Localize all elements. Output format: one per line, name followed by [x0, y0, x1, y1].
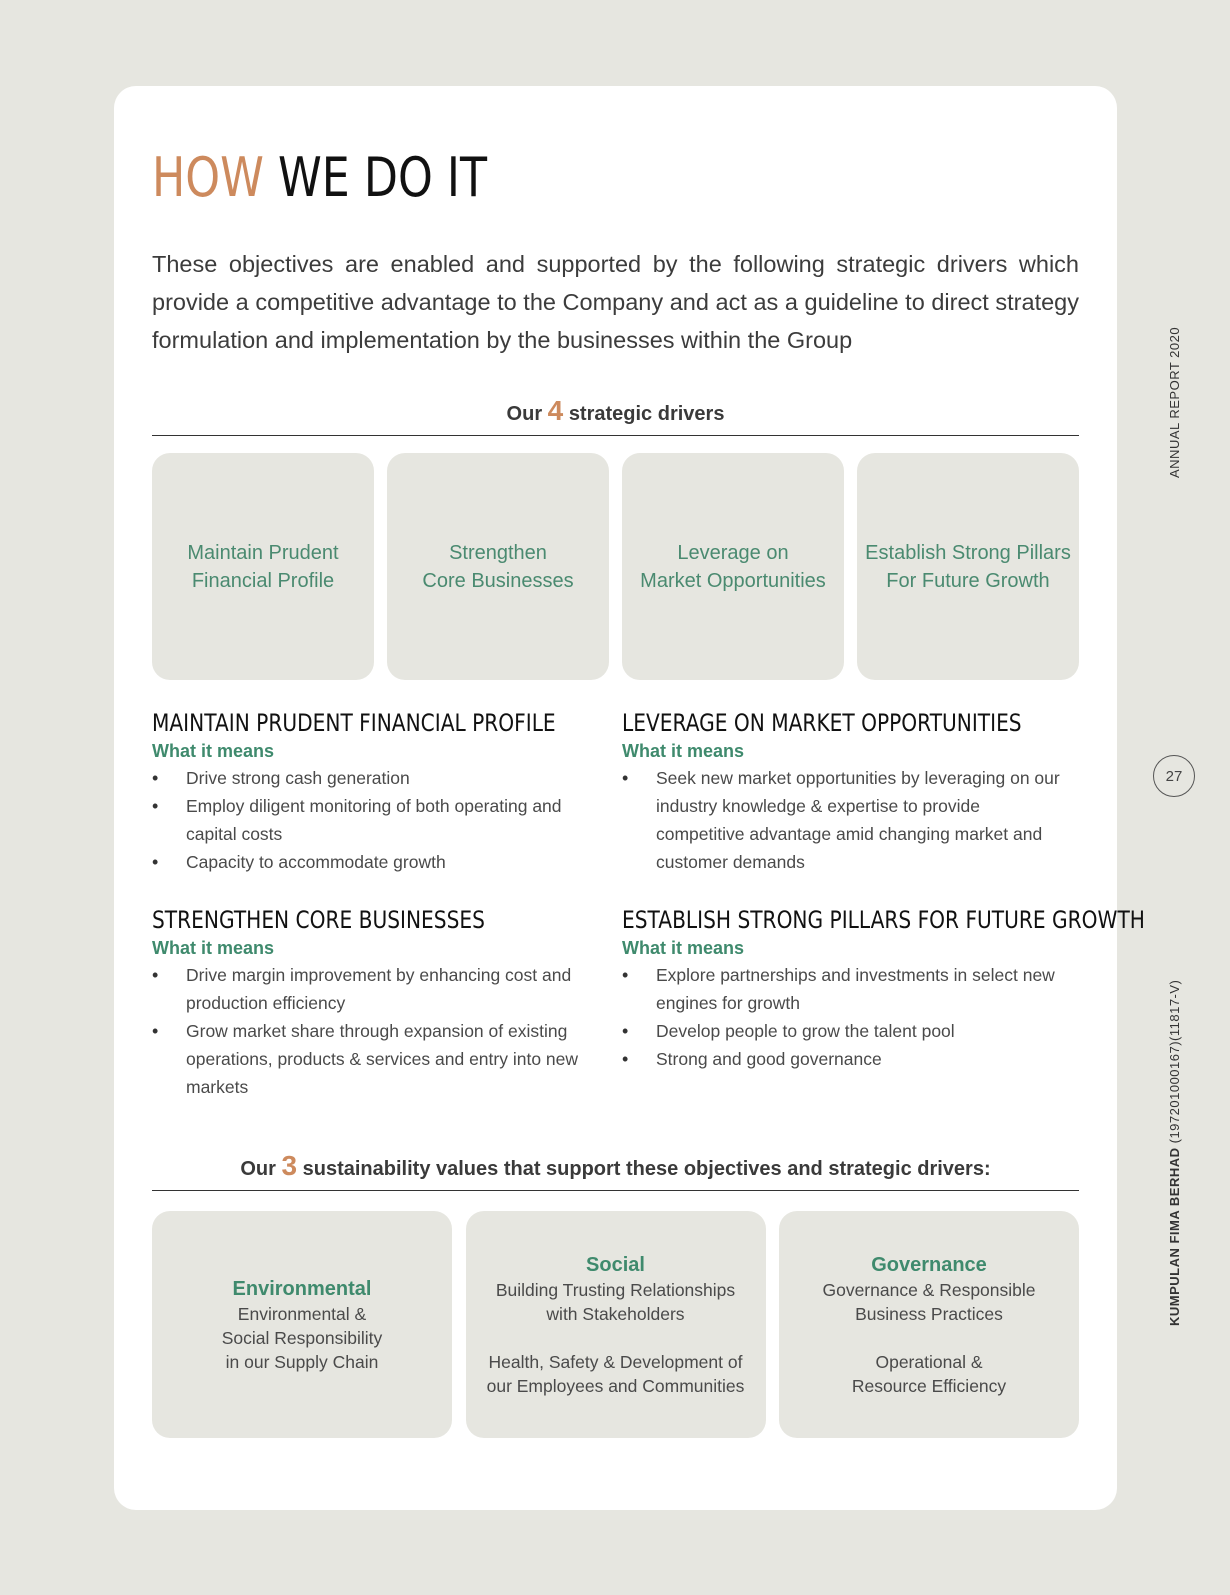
value-line: Environmental & Social Responsibility in our Supply Chain	[221, 1303, 383, 1372]
company-name-bold: KUMPULAN FIMA BERHAD	[1167, 1147, 1182, 1326]
page-number: 27	[1153, 755, 1195, 797]
value-card-governance	[779, 1211, 1079, 1438]
page-title	[152, 146, 487, 209]
value-line: Operational & Resource Efficiency	[851, 1351, 1007, 1396]
detail-means-label: What it means	[152, 741, 275, 761]
values-row	[152, 1211, 1079, 1438]
drivers-heading-number: 4	[547, 395, 564, 426]
detail-title: MAINTAIN PRUDENT FINANCIAL PROFILE	[152, 709, 556, 737]
detail-bullets	[152, 961, 602, 1101]
driver-card-core	[387, 453, 609, 680]
value-card-social	[466, 1211, 766, 1438]
side-annual-report: ANNUAL REPORT 2020	[1167, 326, 1182, 478]
detail-means-label: What it means	[622, 741, 745, 761]
detail-bullets	[622, 764, 1072, 876]
driver-label: Maintain Prudent Financial Profile	[187, 541, 339, 592]
detail-title: STRENGTHEN CORE BUSINESSES	[152, 906, 485, 934]
detail-bullets	[622, 961, 1072, 1073]
bullet-item: • Grow market share through expansion of existing operations, products & services and entry into new markets	[152, 1017, 602, 1101]
values-heading-suffix: sustainability values that support these objectives and strategic drivers:	[302, 1158, 991, 1180]
title-accent: HOW	[152, 146, 264, 209]
company-registration: (197201000167)(11817-V)	[1167, 979, 1182, 1148]
drivers-heading	[152, 395, 1079, 436]
value-name: Social	[586, 1253, 645, 1276]
value-line: Governance & Responsible Business Practices	[822, 1279, 1036, 1324]
detail-bullets	[152, 764, 602, 876]
bullet-item: • Employ diligent monitoring of both operating and capital costs	[152, 792, 602, 848]
bullet-item: • Drive strong cash generation	[152, 764, 602, 792]
driver-label: Establish Strong Pillars For Future Growth	[865, 541, 1071, 592]
bullet-item: • Explore partnerships and investments in select new engines for growth	[622, 961, 1072, 1017]
bullet-item: • Develop people to grow the talent pool	[622, 1017, 1072, 1045]
detail-title: LEVERAGE ON MARKET OPPORTUNITIES	[622, 709, 1022, 737]
value-card-environmental	[152, 1211, 452, 1438]
title-rest: WE DO IT	[278, 146, 487, 209]
bullet-item: • Seek new market opportunities by leveraging on our industry knowledge & expertise to provide competitive advantage amid changing market and customer demands	[622, 764, 1072, 876]
side-company-name	[1167, 980, 1182, 1326]
values-heading-prefix: Our	[240, 1158, 276, 1180]
values-heading-number: 3	[281, 1150, 298, 1181]
driver-card-pillars	[857, 453, 1079, 680]
driver-label: Strengthen Core Businesses	[422, 541, 574, 592]
value-line: Health, Safety & Development of our Employees and Communities	[486, 1351, 745, 1396]
detail-market	[622, 709, 1072, 876]
values-heading	[152, 1150, 1079, 1191]
drivers-heading-prefix: Our	[506, 403, 543, 425]
detail-core	[152, 906, 602, 1101]
page-card	[114, 86, 1145, 1510]
driver-card-financial	[152, 453, 374, 680]
detail-means-label: What it means	[152, 938, 275, 958]
value-line: Building Trusting Relationships with Stakeholders	[495, 1279, 736, 1324]
detail-title: ESTABLISH STRONG PILLARS FOR FUTURE GROWTH	[622, 906, 1145, 934]
bullet-item: • Capacity to accommodate growth	[152, 848, 602, 876]
detail-means-label: What it means	[622, 938, 745, 958]
bullet-item: • Strong and good governance	[622, 1045, 1072, 1073]
detail-financial	[152, 709, 602, 876]
driver-card-market	[622, 453, 844, 680]
drivers-heading-suffix: strategic drivers	[568, 403, 725, 425]
bullet-item: • Drive margin improvement by enhancing cost and production efficiency	[152, 961, 602, 1017]
intro-paragraph: These objectives are enabled and supported by the following strategic drivers which provide a competitive advantage to the Company and act as a guideline to direct strategy formulation and implementation by the businesses within the Group	[152, 251, 1079, 353]
driver-label: Leverage on Market Opportunities	[640, 541, 826, 592]
detail-pillars	[622, 906, 1145, 1073]
drivers-row	[152, 453, 1079, 680]
value-name: Environmental	[232, 1277, 372, 1300]
value-name: Governance	[871, 1253, 987, 1276]
